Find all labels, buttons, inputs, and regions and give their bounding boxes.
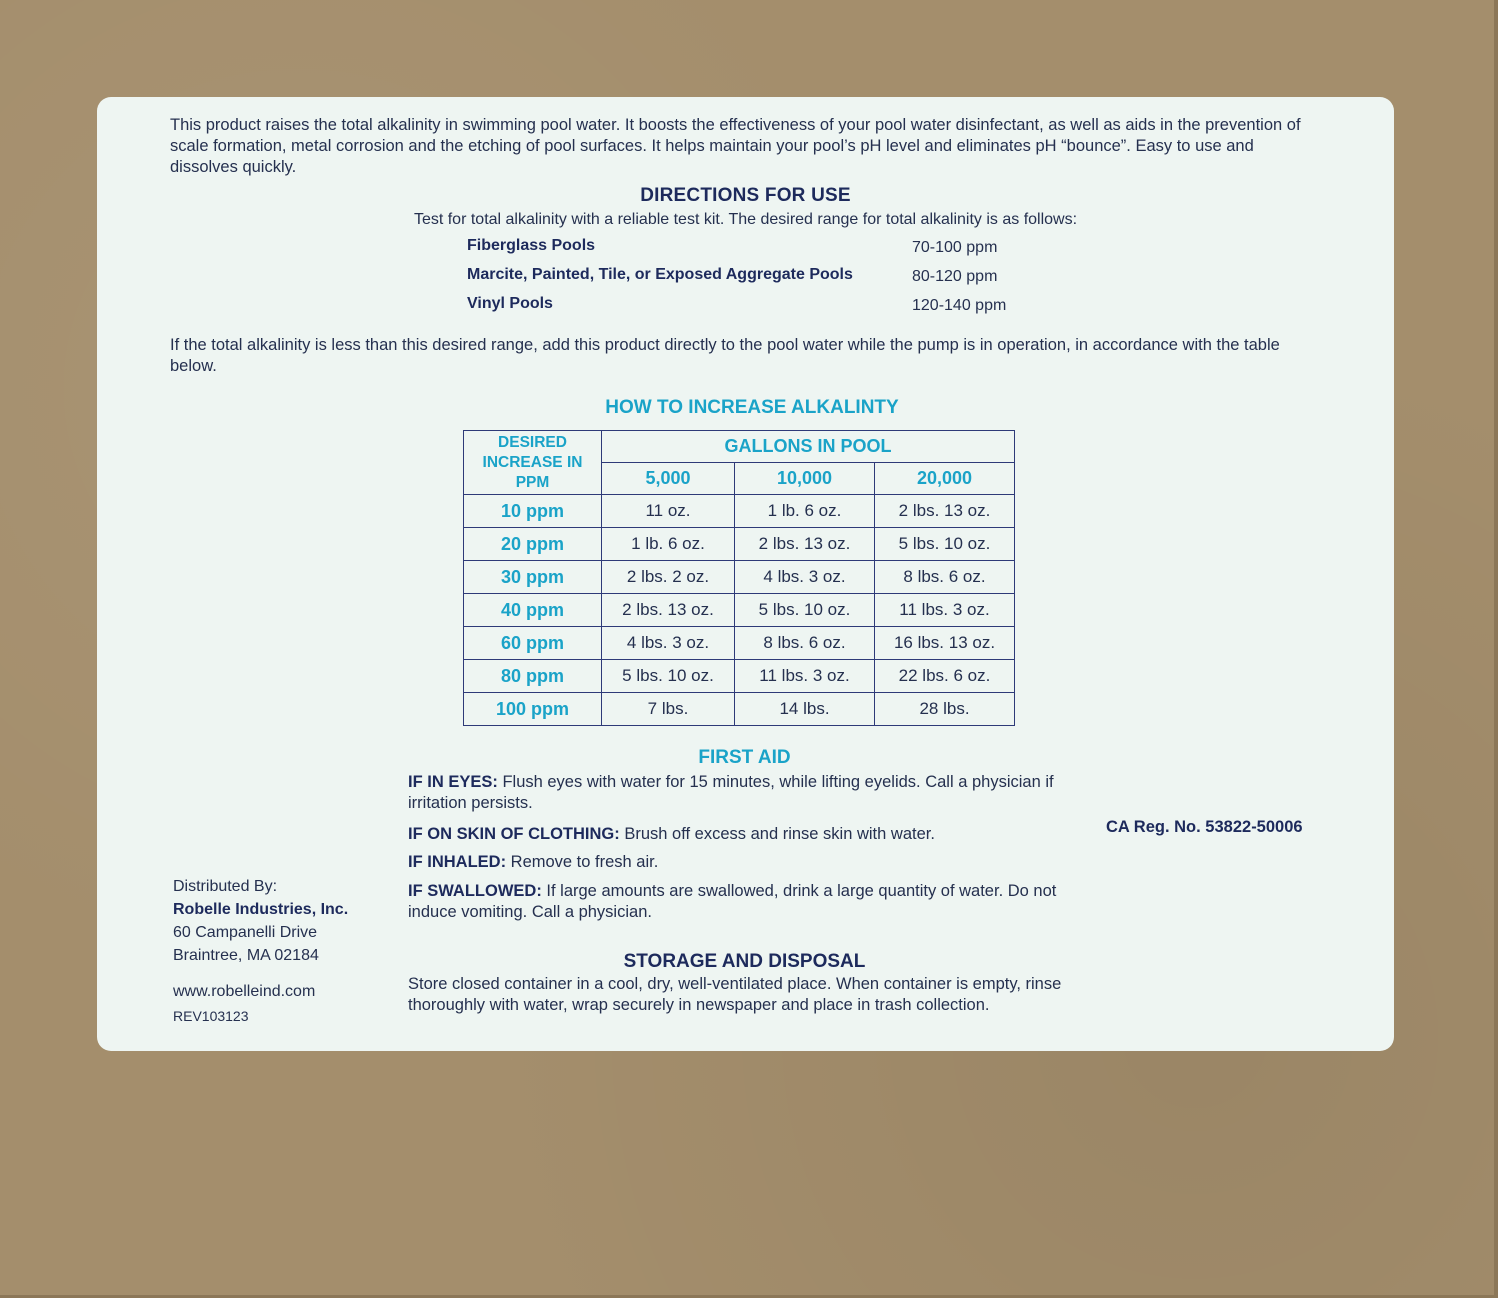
- ppm-cell: 10 ppm: [464, 495, 602, 528]
- dose-cell: 4 lbs. 3 oz.: [735, 561, 875, 594]
- directions-followup: If the total alkalinity is less than this desired range, add this product directly to the pool water while the pump is in operation, in accordance with the table below.: [170, 336, 1280, 375]
- dose-cell: 5 lbs. 10 oz.: [875, 528, 1015, 561]
- storage-title: STORAGE AND DISPOSAL: [623, 951, 866, 972]
- dose-cell: 11 lbs. 3 oz.: [875, 594, 1015, 627]
- distributor-label: Distributed By:: [173, 878, 278, 895]
- table-row: [464, 495, 1015, 528]
- first-aid-text: Flush eyes with water for 15 minutes, while lifting eyelids. Call a physician if irritation persists.: [408, 773, 1054, 812]
- dose-cell: 22 lbs. 6 oz.: [875, 660, 1015, 693]
- first-aid-text: If large amounts are swallowed, drink a large quantity of water. Do not induce vomiting. Call a physician.: [408, 882, 1057, 921]
- distributor-block: [173, 875, 413, 1028]
- dose-cell: 1 lb. 6 oz.: [735, 495, 875, 528]
- alkalinity-ranges: [467, 237, 1027, 324]
- range-value: 120-140 ppm: [912, 297, 1007, 314]
- first-aid-swallowed: [408, 881, 1088, 923]
- dose-cell: 11 lbs. 3 oz.: [735, 660, 875, 693]
- column-header: 20,000: [875, 463, 1015, 495]
- ppm-cell: 20 ppm: [464, 528, 602, 561]
- dose-cell: 16 lbs. 13 oz.: [875, 627, 1015, 660]
- dose-cell: 2 lbs. 13 oz.: [735, 528, 875, 561]
- table-row: [464, 528, 1015, 561]
- ca-registration: CA Reg. No. 53822-50006: [1106, 818, 1303, 836]
- first-aid-eyes: [408, 772, 1088, 814]
- dosage-table: [463, 430, 1015, 726]
- ppm-cell: 30 ppm: [464, 561, 602, 594]
- first-aid-skin: [408, 824, 1088, 845]
- table-row: [464, 627, 1015, 660]
- range-row: [467, 295, 1027, 324]
- first-aid-label: IF IN EYES:: [408, 773, 498, 791]
- directions-text: Test for total alkalinity with a reliable test kit. The desired range for total alkalinity is as follows:: [413, 211, 1078, 228]
- range-name: Marcite, Painted, Tile, or Exposed Aggregate Pools: [467, 266, 853, 283]
- ppm-cell: 80 ppm: [464, 660, 602, 693]
- range-row: [467, 266, 1027, 295]
- distributor-street: 60 Campanelli Drive: [173, 924, 318, 941]
- dose-cell: 8 lbs. 6 oz.: [735, 627, 875, 660]
- distributor-city: Braintree, MA 02184: [173, 947, 319, 964]
- revision-code: REV103123: [173, 1008, 249, 1024]
- dose-cell: 7 lbs.: [602, 693, 735, 726]
- dose-cell: 2 lbs. 13 oz.: [875, 495, 1015, 528]
- range-value: 80-120 ppm: [912, 268, 998, 285]
- distributor-website: www.robelleind.com: [173, 983, 316, 1000]
- table-row: [464, 561, 1015, 594]
- storage-text: Store closed container in a cool, dry, well-ventilated place. When container is empty, rinse thoroughly with water, wrap securely in newspaper and place in trash collection.: [408, 975, 1062, 1014]
- range-row: [467, 237, 1027, 266]
- dose-cell: 8 lbs. 6 oz.: [875, 561, 1015, 594]
- dose-cell: 2 lbs. 2 oz.: [602, 561, 735, 594]
- corner-header: DESIRED INCREASE IN PPM: [464, 431, 602, 495]
- table-title: HOW TO INCREASE ALKALINTY: [605, 397, 899, 418]
- dose-cell: 5 lbs. 10 oz.: [735, 594, 875, 627]
- ppm-cell: 40 ppm: [464, 594, 602, 627]
- ppm-cell: 60 ppm: [464, 627, 602, 660]
- range-value: 70-100 ppm: [912, 239, 998, 256]
- first-aid-inhaled: [408, 852, 1088, 873]
- dose-cell: 11 oz.: [602, 495, 735, 528]
- first-aid-text: Remove to fresh air.: [506, 853, 659, 871]
- range-name: Vinyl Pools: [467, 295, 553, 312]
- first-aid-label: IF ON SKIN OF CLOTHING:: [408, 825, 620, 843]
- directions-title: DIRECTIONS FOR USE: [640, 185, 851, 206]
- first-aid-title: FIRST AID: [698, 747, 791, 768]
- dose-cell: 28 lbs.: [875, 693, 1015, 726]
- dose-cell: 14 lbs.: [735, 693, 875, 726]
- range-name: Fiberglass Pools: [467, 237, 596, 254]
- first-aid-label: IF INHALED:: [408, 853, 507, 871]
- distributor-company: Robelle Industries, Inc.: [173, 901, 349, 918]
- product-label: [97, 97, 1394, 1051]
- dose-cell: 2 lbs. 13 oz.: [602, 594, 735, 627]
- first-aid-text: Brush off excess and rinse skin with water.: [619, 825, 935, 843]
- intro-paragraph: This product raises the total alkalinity in swimming pool water. It boosts the effectiveness of your pool water disinfectant, as well as aids in the prevention of scale formation, metal corrosion and the etching of pool surfaces. It helps maintain your pool’s pH level and eliminates pH “bounce”. Easy to use and dissolves quickly.: [170, 116, 1301, 176]
- table-row: [464, 660, 1015, 693]
- dose-cell: 4 lbs. 3 oz.: [602, 627, 735, 660]
- table-row: [464, 693, 1015, 726]
- table-row: [464, 594, 1015, 627]
- first-aid-label: IF SWALLOWED:: [408, 882, 542, 900]
- column-header: 5,000: [602, 463, 735, 495]
- column-header: 10,000: [735, 463, 875, 495]
- gallons-header: GALLONS IN POOL: [602, 431, 1015, 463]
- dose-cell: 5 lbs. 10 oz.: [602, 660, 735, 693]
- ppm-cell: 100 ppm: [464, 693, 602, 726]
- dose-cell: 1 lb. 6 oz.: [602, 528, 735, 561]
